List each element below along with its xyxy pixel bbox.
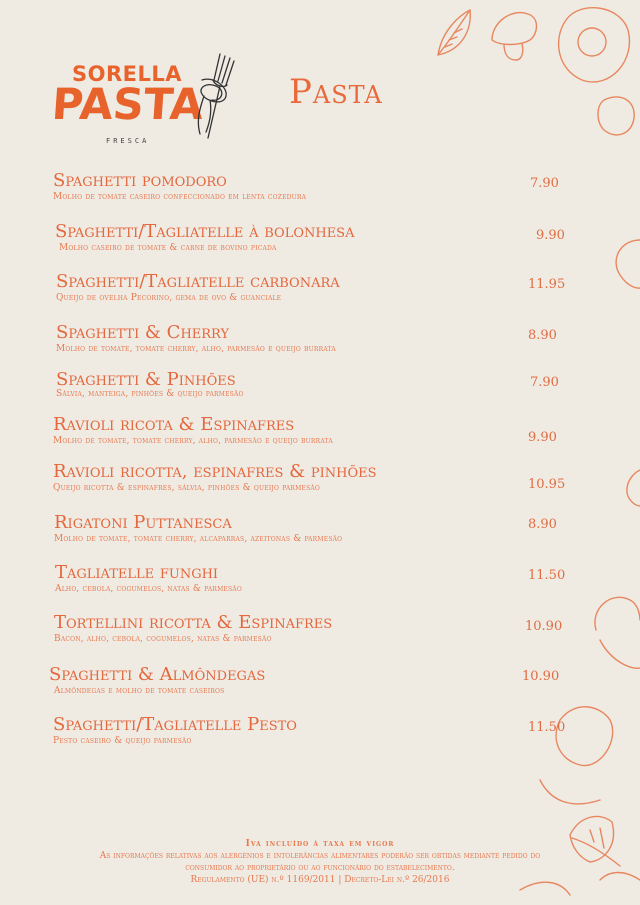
menu-item-price: 7.90	[530, 176, 559, 191]
menu-item-price: 10.90	[522, 669, 560, 684]
menu-item-description: Alho, cebola, cogumelos, natas & parmesão	[55, 584, 242, 594]
menu-item-price: 8.90	[528, 517, 557, 532]
footer-tax-note: Iva incluído à taxa em vigor	[245, 839, 395, 849]
brand-logo	[52, 58, 242, 153]
menu-item-name: Rigatoni Puttanesca	[54, 512, 232, 533]
menu-item-description: Sálvia, manteiga, pinhões & queijo parmesão	[56, 389, 244, 399]
footer-allergen-line-2: consumidor ao proprietário ou ao funcionário do estabelecimento.	[185, 863, 455, 873]
menu-item	[54, 513, 342, 545]
menu-item-description: Molho caseiro de tomate & carne de bovino picada	[59, 243, 277, 253]
menu-item-description: Molho de tomate, tomate cherry, alcaparras, azeitonas & parmesão	[54, 534, 343, 544]
menu-item	[53, 171, 306, 203]
menu-item-description: Bacon, alho, cebola, cogumelos, natas & parmesão	[54, 634, 272, 644]
menu-item-name: Tagliatelle funghi	[55, 562, 219, 583]
menu-item	[56, 323, 336, 355]
menu-item	[54, 613, 332, 645]
page-title: Pasta	[289, 72, 383, 112]
menu-item	[56, 272, 340, 304]
menu-item-description: Molho de tomate, tomate cherry, alho, parmesão e queijo burrata	[56, 344, 336, 354]
menu-item	[56, 370, 244, 400]
menu-item-name: Tortellini ricotta & Espinafres	[54, 612, 333, 633]
menu-item-name: Spaghetti & Cherry	[56, 322, 230, 343]
menu-item	[53, 415, 333, 447]
menu-item-description: Pesto caseiro & queijo parmesão	[53, 736, 192, 746]
menu-item-price: 11.50	[528, 720, 566, 735]
logo-top-text: SORELLA	[72, 62, 183, 86]
logo-main-text: PASTA	[50, 80, 205, 130]
menu-item	[55, 563, 242, 595]
menu-item-description: Almôndegas e molho de tomate caseiros	[54, 686, 225, 696]
menu-item-name: Spaghetti & Almôndegas	[49, 664, 266, 685]
menu-item-price: 11.95	[528, 277, 566, 292]
logo-sub-text: FRESCA	[106, 137, 150, 145]
menu-item	[53, 462, 377, 494]
menu-item-description: Queijo de ovelha Pecorino, gema de ovo & guanciale	[56, 293, 282, 303]
menu-item	[49, 665, 265, 697]
menu-item-name: Spaghetti pomodoro	[53, 170, 227, 191]
menu-item-name: Spaghetti/Tagliatelle à bolonhesa	[55, 221, 355, 242]
menu-item-name: Spaghetti & Pinhões	[56, 369, 236, 390]
menu-item-price: 10.90	[525, 619, 563, 634]
menu-item-description: Queijo ricotta & espinafres, sálvia, pinhões & queijo parmesão	[53, 483, 321, 493]
menu-item-price: 9.90	[536, 228, 565, 243]
footer-notice	[0, 838, 640, 886]
menu-item-price: 9.90	[528, 430, 557, 445]
menu-item-price: 10.95	[528, 477, 566, 492]
menu-item-price: 11.50	[528, 568, 566, 583]
menu-item-description: Molho de tomate caseiro confeccionado em lenta cozedura	[53, 192, 307, 202]
menu-item-price: 7.90	[530, 375, 559, 390]
menu-item	[55, 222, 354, 254]
fork-icon	[182, 50, 242, 145]
footer-regulation: Regulamento (UE) n.º 1169/2011 | Decreto-Lei n.º 26/2016	[190, 875, 450, 885]
menu-item-price: 8.90	[528, 328, 557, 343]
menu-item-name: Ravioli ricotta, espinafres & pinhões	[53, 461, 377, 482]
menu-item-description: Molho de tomate, tomate cherry, alho, parmesão e queijo burrata	[53, 436, 333, 446]
footer-allergen-line-1: As informações relativas aos alergénios e intolerâncias alimentares poderão ser obtidas mediante pedido do	[99, 851, 541, 861]
menu-item-name: Ravioli ricota & Espinafres	[53, 414, 295, 435]
menu-item-name: Spaghetti/Tagliatelle Pesto	[53, 714, 297, 735]
menu-item	[53, 715, 297, 747]
menu-item-name: Spaghetti/Tagliatelle carbonara	[56, 271, 340, 292]
